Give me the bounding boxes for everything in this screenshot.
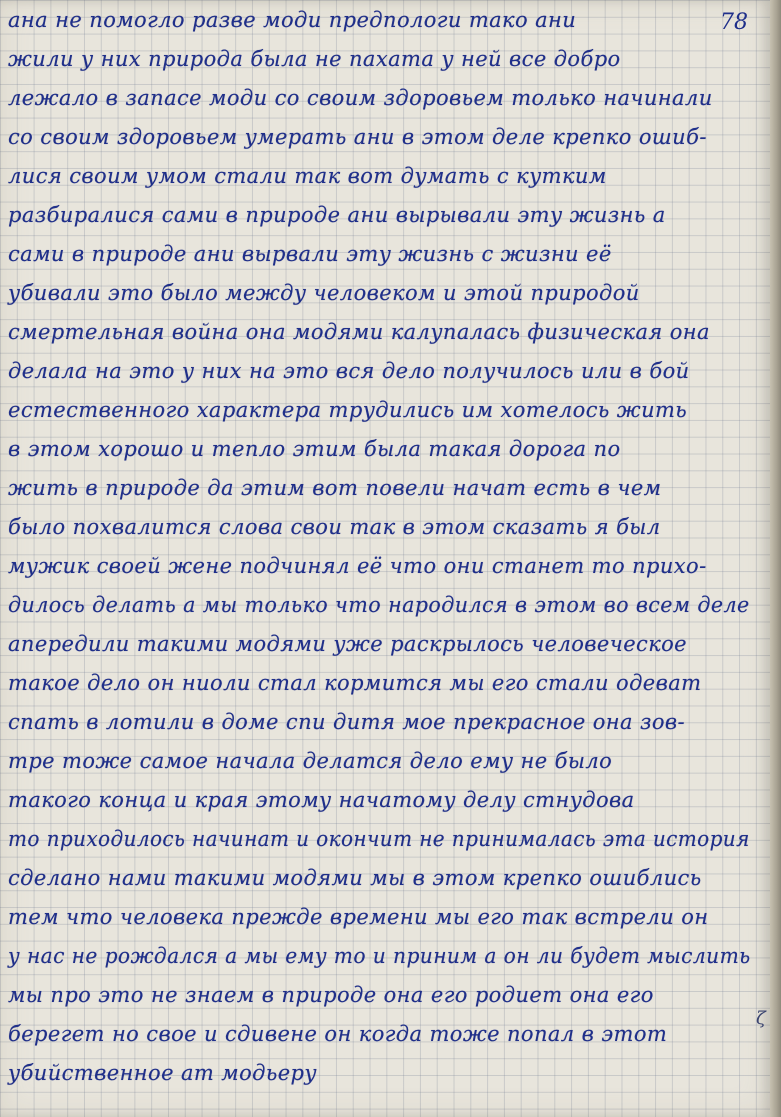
- text-line: со своим здоровьем умерать ани в этом деле крепко ошиб-: [8, 125, 707, 149]
- text-line: такое дело он ниоли стал кормится мы его стали одеват: [8, 671, 702, 695]
- text-line: у нас не рождался а мы ему то и приним а он ли будет мыслить: [8, 944, 751, 968]
- text-line: сделано нами такими модями мы в этом крепко ошиблись: [8, 866, 702, 890]
- page-number: 78: [720, 10, 748, 35]
- page-binding-edge: [770, 0, 781, 1117]
- margin-mark: ζ: [756, 1008, 766, 1029]
- text-line: сами в природе ани вырвали эту жизнь с жизни её: [8, 242, 612, 266]
- text-line: тем что человека прежде времени мы его так встрели он: [8, 905, 709, 929]
- text-line: такого конца и края этому начатому делу стнудова: [8, 788, 635, 812]
- text-line: то приходилось начинат и окончит не принималась эта история: [8, 827, 750, 851]
- text-line: убивали это было между человеком и этой природой: [8, 281, 640, 305]
- text-line: берегет но свое и сдивене он когда тоже попал в этот: [8, 1022, 668, 1046]
- text-line: спать в лотили в доме спи дитя мое прекрасное она зов-: [8, 710, 686, 734]
- text-line: делала на это у них на это вся дело получилось или в бой: [8, 359, 690, 383]
- text-line: естественного характера трудились им хотелось жить: [8, 398, 688, 422]
- text-line: было похвалится слова свои так в этом сказать я был: [8, 515, 661, 539]
- text-line: мы про это не знаем в природе она его родиет она его: [8, 983, 654, 1007]
- text-line: разбиралися сами в природе ани вырывали эту жизнь а: [8, 203, 666, 227]
- text-line: в этом хорошо и тепло этим была такая дорога по: [8, 437, 621, 461]
- text-line: апередили такими модями уже раскрылось человеческое: [8, 632, 688, 656]
- text-line: дилось делать а мы только что народился в этом во всем деле: [8, 593, 750, 617]
- text-line: мужик своей жене подчинял её что они станет то прихо-: [8, 554, 707, 578]
- text-line: тре тоже самое начала делатся дело ему не было: [8, 749, 613, 773]
- text-line: жить в природе да этим вот повели начат есть в чем: [8, 476, 662, 500]
- text-line: лежало в запасе моди со своим здоровьем только начинали: [8, 86, 713, 110]
- text-line: смертельная война она модями калупалась физическая она: [8, 320, 710, 344]
- text-line: лися своим умом стали так вот думать с кутким: [8, 164, 607, 188]
- text-line: убийственное ат модьеру: [8, 1061, 317, 1085]
- text-line: ана не помогло разве моди предпологи тако ани: [8, 8, 577, 32]
- text-line: жили у них природа была не пахата у ней все добро: [8, 47, 621, 71]
